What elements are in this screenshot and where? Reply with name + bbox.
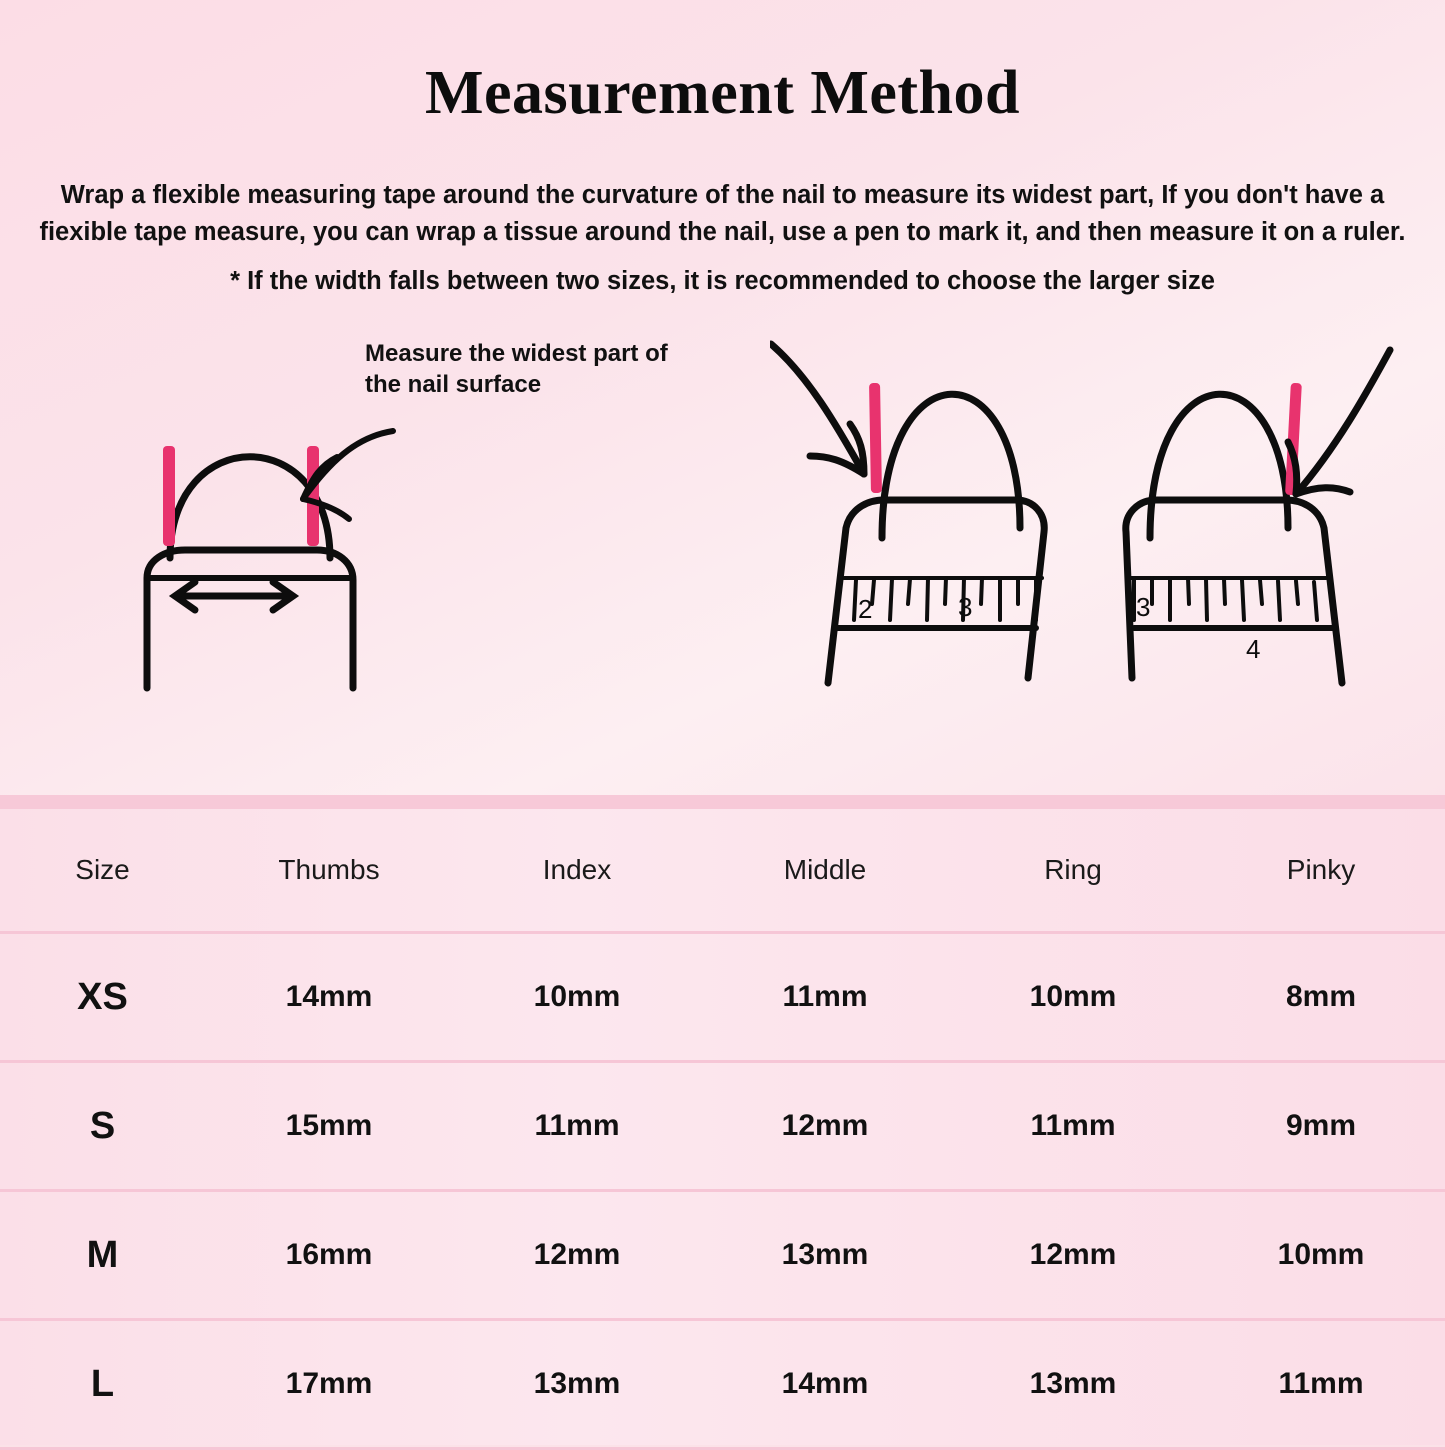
size-table (0, 809, 1445, 1450)
figures-group (0, 328, 1445, 708)
column-header-middle: Middle (701, 809, 949, 933)
ruler-ticks (1134, 578, 1317, 620)
table-row (0, 1062, 1445, 1191)
cell-middle: 11mm (701, 933, 949, 1062)
cell-index: 12mm (453, 1191, 701, 1320)
cell-thumbs: 16mm (205, 1191, 453, 1320)
cell-size: S (0, 1062, 205, 1191)
intro-note: * If the width falls between two sizes, it is recommended to choose the larger size (230, 266, 1215, 295)
cell-ring: 11mm (949, 1062, 1197, 1191)
page-title: Measurement Method (424, 59, 1020, 127)
ruler-label-2: 2 (858, 593, 873, 624)
cell-index: 10mm (453, 933, 701, 1062)
intro-text-block (33, 177, 1413, 300)
callout-text: Measure the widest part of the nail surface (365, 339, 668, 399)
column-header-size: Size (0, 809, 205, 933)
ruler-right-illustration (1090, 328, 1400, 698)
cell-pinky: 9mm (1197, 1062, 1445, 1191)
column-header-pinky: Pinky (1197, 809, 1445, 933)
cell-middle: 13mm (701, 1191, 949, 1320)
cell-ring: 10mm (949, 933, 1197, 1062)
column-header-ring: Ring (949, 809, 1197, 933)
ruler-ticks (854, 578, 1036, 620)
cell-ring: 13mm (949, 1320, 1197, 1449)
ruler-label-4: 4 (1246, 633, 1261, 664)
cell-pinky: 11mm (1197, 1320, 1445, 1449)
cell-thumbs: 17mm (205, 1320, 453, 1449)
column-header-thumbs: Thumbs (205, 809, 453, 933)
section-divider (0, 795, 1445, 809)
width-marker-left (163, 446, 175, 546)
cell-size: XS (0, 933, 205, 1062)
cell-index: 13mm (453, 1320, 701, 1449)
pointer-arrow-icon (1288, 350, 1390, 494)
cell-middle: 12mm (701, 1062, 949, 1191)
cell-size: M (0, 1191, 205, 1320)
cell-thumbs: 14mm (205, 933, 453, 1062)
table-header-row (0, 809, 1445, 933)
cell-index: 11mm (453, 1062, 701, 1191)
cell-pinky: 10mm (1197, 1191, 1445, 1320)
intro-paragraph: Wrap a flexible measuring tape around the curvature of the nail to measure its widest part, If you don't have a fiexible tape measure, you can wrap a tissue around the nail, use a pen to mark it, and then measure it on a ruler. (39, 181, 1406, 246)
column-header-index: Index (453, 809, 701, 933)
figure-ruler-left (770, 328, 1080, 703)
figure-ruler-right (1090, 328, 1400, 703)
cell-thumbs: 15mm (205, 1062, 453, 1191)
cell-size: L (0, 1320, 205, 1449)
measure-marker (869, 383, 882, 493)
table-row (0, 933, 1445, 1062)
width-arrow (175, 582, 293, 610)
cell-middle: 14mm (701, 1320, 949, 1449)
table-row (0, 1191, 1445, 1320)
size-table-section (0, 809, 1445, 1445)
cell-pinky: 8mm (1197, 933, 1445, 1062)
pointer-arrow-icon (771, 344, 864, 474)
ruler-label-3: 3 (1136, 591, 1151, 622)
table-row (0, 1320, 1445, 1449)
ruler-label-3: 3 (958, 591, 973, 622)
cell-ring: 12mm (949, 1191, 1197, 1320)
callout-arrow-icon (225, 423, 405, 553)
ruler-left-illustration (770, 328, 1080, 698)
